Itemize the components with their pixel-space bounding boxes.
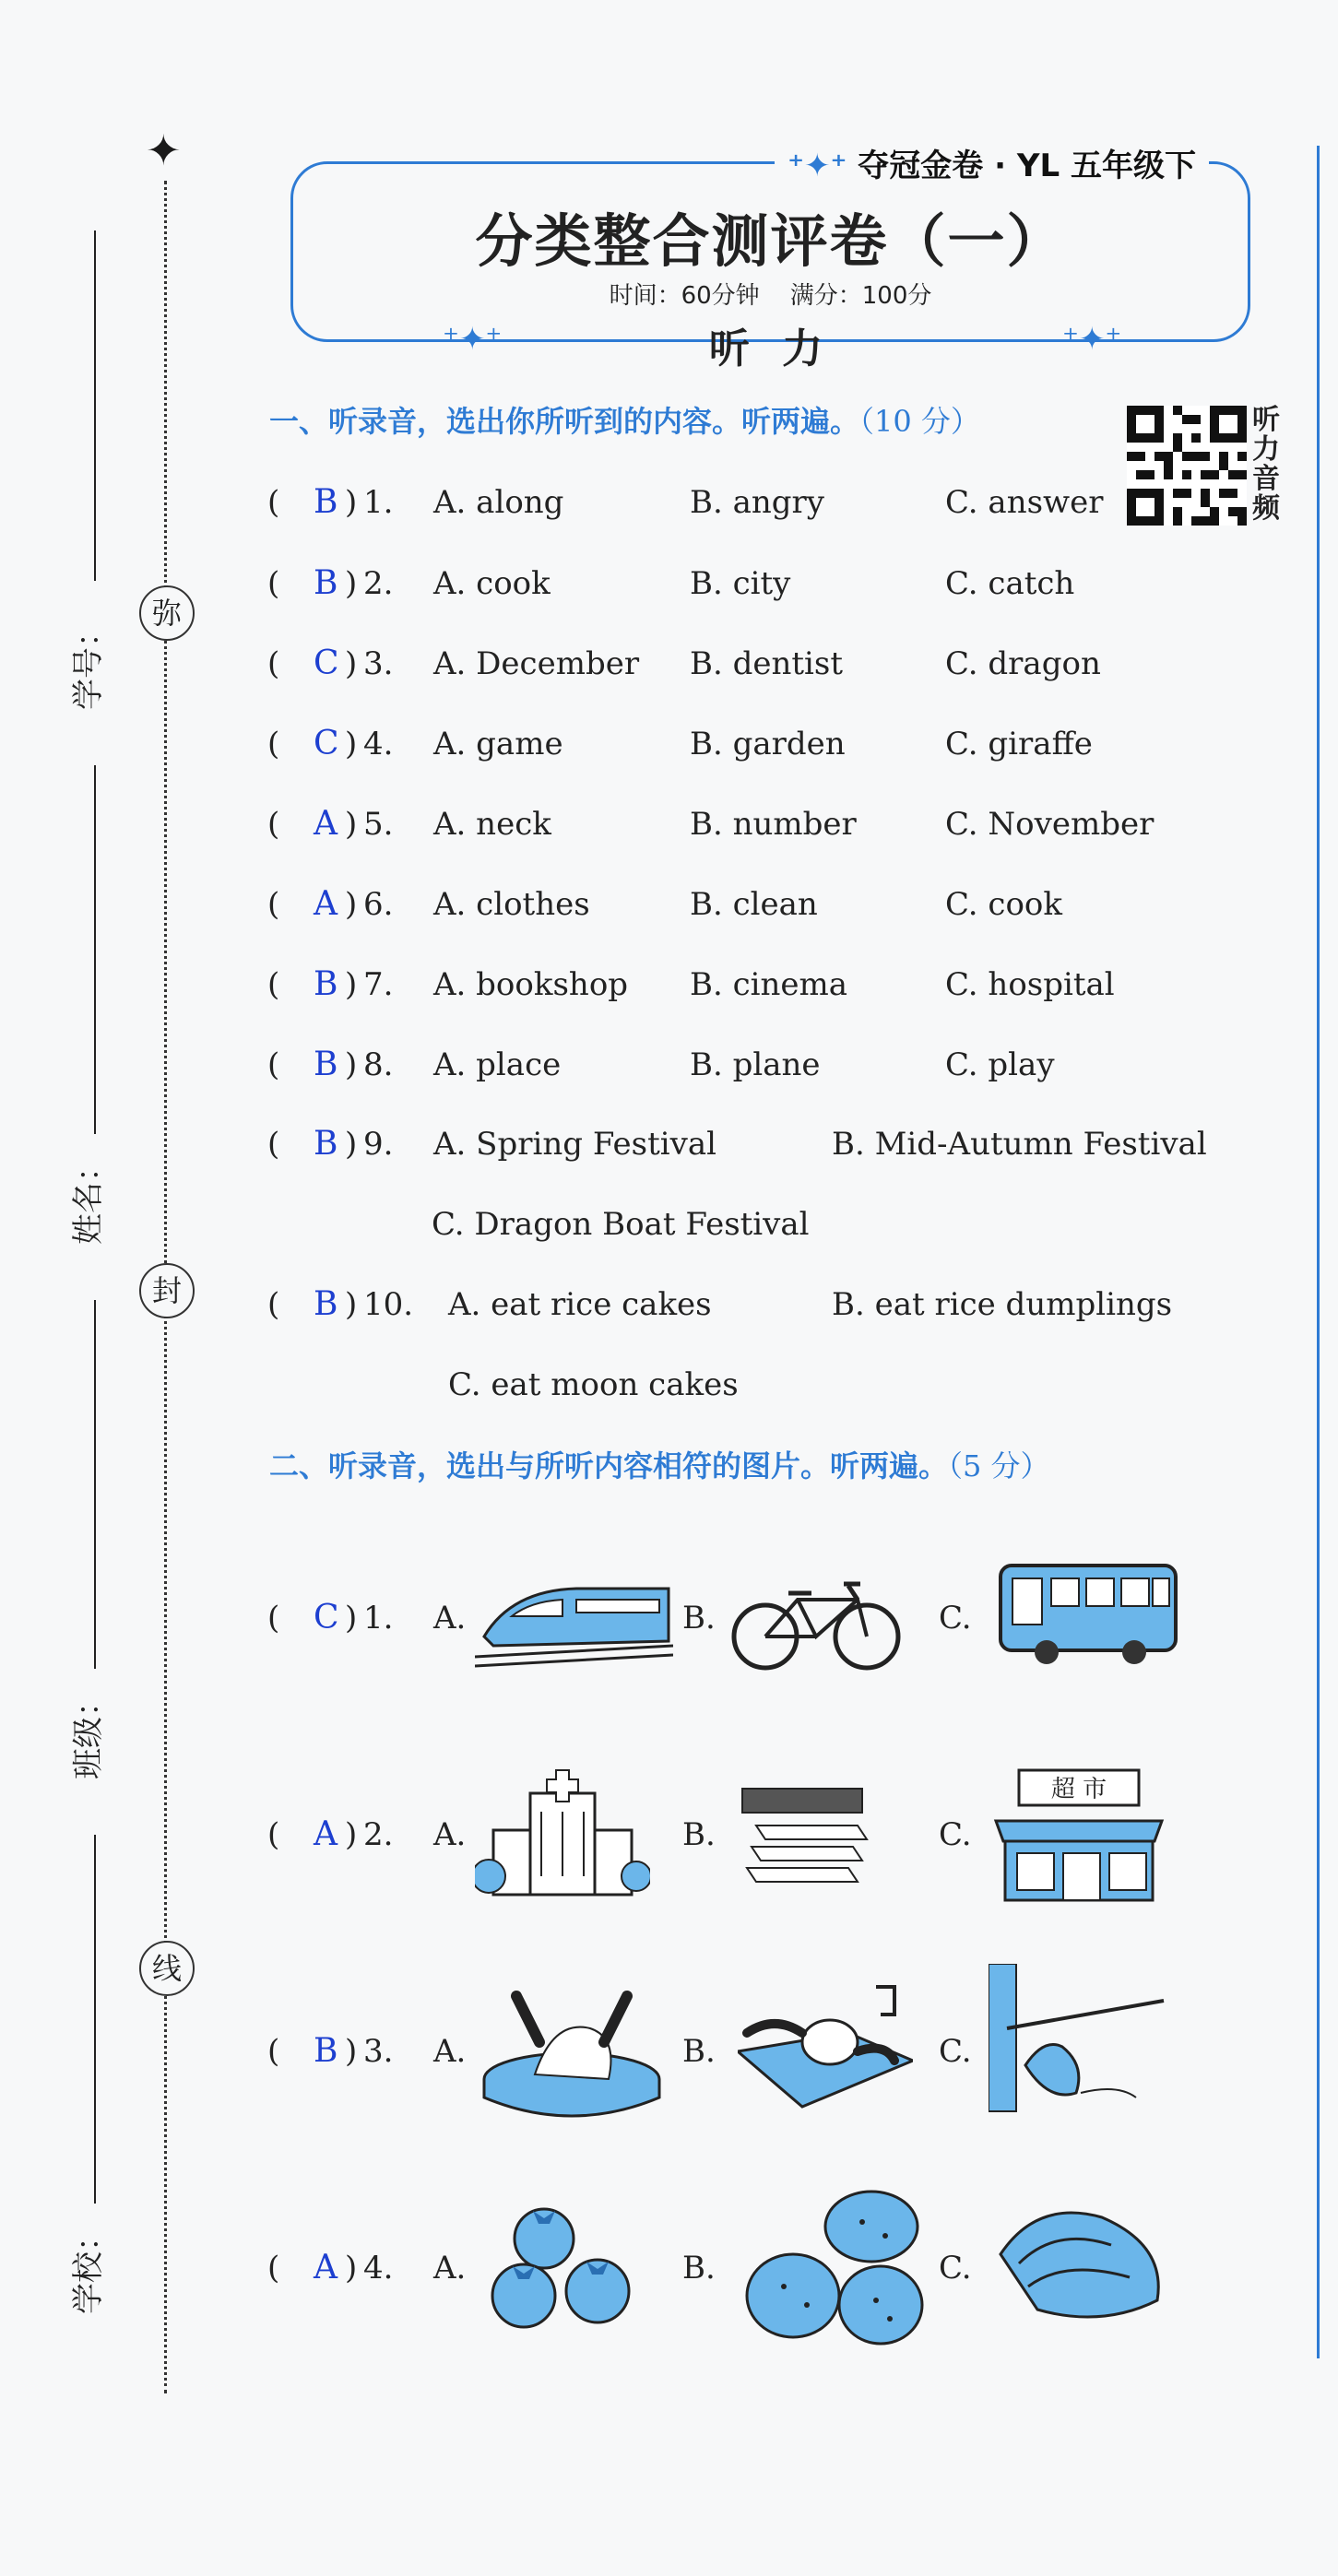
- answer-mark: B: [314, 2032, 338, 2070]
- school-label: 学校：: [70, 2220, 107, 2314]
- question-number: 9.: [363, 1126, 394, 1163]
- question-number: 4.: [363, 2250, 394, 2286]
- part1-question-2: ( B ) 2. A. cook B. city C. catch: [267, 556, 1171, 611]
- question-number: 1.: [363, 484, 394, 521]
- part2-score: （5 分）: [948, 1448, 1050, 1483]
- tomatoes-icon[interactable]: [489, 2204, 636, 2333]
- page-title: 分类整合测评卷（一）: [475, 207, 1066, 275]
- part2-question-2: ( A ) 2. A. B. C.: [267, 1807, 1190, 1862]
- name-line[interactable]: [94, 765, 96, 1134]
- sparkle-icon: ⁺✦⁺: [443, 321, 503, 358]
- option-c[interactable]: C. catch: [945, 565, 1075, 602]
- option-b[interactable]: B. dentist: [690, 645, 844, 682]
- student-id-line[interactable]: [94, 230, 96, 581]
- answer-mark: C: [314, 725, 339, 762]
- option-b[interactable]: B. plane: [690, 1046, 821, 1083]
- answer-mark: A: [314, 885, 337, 923]
- question-number: 1.: [363, 1600, 394, 1637]
- option-c[interactable]: C. dragon: [945, 645, 1101, 682]
- option-b[interactable]: B. city: [690, 565, 791, 602]
- option-b-label[interactable]: B.: [682, 1600, 716, 1637]
- option-b[interactable]: B. cinema: [690, 966, 848, 1003]
- time-limit: 时间：60分钟: [609, 282, 760, 310]
- option-c-label[interactable]: C.: [939, 2033, 972, 2070]
- option-c[interactable]: C. eat moon cakes: [448, 1366, 739, 1403]
- question-number: 2.: [363, 565, 394, 602]
- option-c[interactable]: C. Dragon Boat Festival: [432, 1206, 810, 1243]
- option-c[interactable]: C. cook: [945, 886, 1063, 923]
- option-a-label[interactable]: A.: [433, 1816, 467, 1853]
- option-c[interactable]: C. play: [945, 1046, 1055, 1083]
- star-icon: ✦: [146, 125, 182, 175]
- supermarket-icon[interactable]: [991, 1766, 1166, 1904]
- question-number: 4.: [363, 726, 394, 762]
- supermarket-sign-text: 超 市: [1050, 1776, 1107, 1803]
- seal-mi: 弥: [139, 585, 195, 641]
- option-b[interactable]: B. garden: [690, 726, 846, 762]
- question-number: 6.: [363, 886, 394, 923]
- sparkle-icon: ⁺✦⁺: [787, 148, 858, 184]
- washing-dishes-icon[interactable]: [738, 1978, 913, 2116]
- part1-score: （10 分）: [859, 404, 980, 439]
- answer-mark: B: [314, 1125, 338, 1163]
- option-b-label[interactable]: B.: [682, 1816, 716, 1853]
- mopping-floor-icon[interactable]: [989, 1964, 1173, 2121]
- option-a[interactable]: A. neck: [433, 806, 551, 843]
- series-tag: [775, 140, 1209, 185]
- class-label: 班级：: [70, 1685, 107, 1779]
- option-a-label[interactable]: A.: [433, 2033, 467, 2070]
- question-number: 3.: [363, 645, 394, 682]
- answer-mark: B: [314, 1046, 338, 1083]
- hospital-building-icon[interactable]: [475, 1766, 650, 1904]
- part1-question-10-option-c-row: [448, 1357, 909, 1412]
- full-score: 满分：100分: [789, 282, 932, 310]
- option-a[interactable]: A. place: [433, 1046, 562, 1083]
- potatoes-icon[interactable]: [742, 2185, 927, 2351]
- option-b-label[interactable]: B.: [682, 2033, 716, 2070]
- option-c[interactable]: C. giraffe: [945, 726, 1093, 762]
- part1-question-6: ( A ) 6. A. clothes B. clean C. cook: [267, 877, 1171, 932]
- option-a[interactable]: A. December: [433, 645, 640, 682]
- student-id-label: 学号：: [70, 616, 107, 710]
- high-speed-train-icon[interactable]: [475, 1572, 673, 1673]
- qr-audio-label: 听力音频: [1252, 404, 1280, 525]
- part1-question-4: ( C ) 4. A. game B. garden C. giraffe: [267, 716, 1171, 772]
- option-a[interactable]: A. clothes: [433, 886, 590, 923]
- bicycle-icon[interactable]: [728, 1567, 904, 1673]
- question-number: 3.: [363, 2033, 394, 2070]
- part2-title: [269, 1443, 1050, 1485]
- option-c-label[interactable]: C.: [939, 1816, 972, 1853]
- question-number: 5.: [363, 806, 394, 843]
- option-c[interactable]: C. November: [945, 806, 1154, 843]
- option-c-label[interactable]: C.: [939, 2250, 972, 2286]
- cinema-seats-icon[interactable]: [738, 1784, 876, 1895]
- part1-question-9-option-c-row: [432, 1197, 893, 1252]
- option-c[interactable]: C. hospital: [945, 966, 1115, 1003]
- answer-mark: A: [314, 1815, 337, 1853]
- part2-question-1: ( C ) 1. A. B. C.: [267, 1590, 1190, 1646]
- option-b[interactable]: B. eat rice dumplings: [832, 1286, 1173, 1323]
- part1-question-7: ( B ) 7. A. bookshop B. cinema C. hospital: [267, 957, 1171, 1012]
- option-a[interactable]: A. game: [433, 726, 563, 762]
- part2-instruction: 二、听录音，选出与所听内容相符的图片。听两遍。: [269, 1448, 949, 1483]
- option-b[interactable]: B. number: [690, 806, 857, 843]
- part1-instruction: 一、听录音，选出你所听到的内容。听两遍。: [269, 404, 860, 439]
- part1-question-10: ( B ) 10. A. eat rice cakes B. eat rice dumplings: [267, 1277, 1236, 1332]
- part1-question-9: ( B ) 9. A. Spring Festival B. Mid-Autumn Festival: [267, 1117, 1236, 1172]
- question-number: 10.: [363, 1286, 414, 1323]
- washing-clothes-icon[interactable]: [480, 1978, 664, 2125]
- option-a-label[interactable]: A.: [433, 2250, 467, 2286]
- answer-mark: B: [314, 483, 338, 521]
- part2-question-3: ( B ) 3. A. B. C.: [267, 2024, 1190, 2079]
- series-text: 夺冠金卷 · YL 五年级下: [858, 148, 1196, 184]
- question-number: 8.: [363, 1046, 394, 1083]
- question-number: 7.: [363, 966, 394, 1003]
- option-a[interactable]: A. bookshop: [433, 966, 629, 1003]
- option-b[interactable]: B. angry: [690, 484, 824, 521]
- right-border-rule: [1317, 146, 1320, 2358]
- seal-feng: 封: [139, 1263, 195, 1318]
- answer-mark: B: [314, 1285, 338, 1323]
- part1-title: [269, 398, 980, 441]
- option-b[interactable]: B. Mid-Autumn Festival: [832, 1126, 1207, 1163]
- answer-mark: A: [314, 805, 337, 843]
- meat-icon[interactable]: [991, 2199, 1176, 2328]
- option-b[interactable]: B. clean: [690, 886, 818, 923]
- school-line[interactable]: [94, 1835, 96, 2204]
- section-heading: 听 力: [708, 325, 833, 372]
- seal-xian: 线: [139, 1941, 195, 1996]
- answer-mark: C: [314, 1599, 339, 1637]
- name-label: 姓名：: [70, 1151, 107, 1245]
- sparkle-icon: ⁺✦⁺: [1062, 321, 1122, 358]
- answer-mark: B: [314, 965, 338, 1003]
- option-a[interactable]: A. eat rice cakes: [448, 1286, 712, 1323]
- class-line[interactable]: [94, 1300, 96, 1669]
- part1-question-5: ( A ) 5. A. neck B. number C. November: [267, 797, 1171, 852]
- answer-mark: B: [314, 564, 338, 602]
- answer-mark: C: [314, 644, 339, 682]
- option-c-label[interactable]: C.: [939, 1600, 972, 1637]
- question-number: 2.: [363, 1816, 394, 1853]
- option-b-label[interactable]: B.: [682, 2250, 716, 2286]
- part1-question-3: ( C ) 3. A. December B. dentist C. dragon: [267, 636, 1171, 691]
- part2-question-4: ( A ) 4. A. B. C.: [267, 2240, 1190, 2296]
- time-score-info: [290, 277, 1250, 311]
- option-a[interactable]: A. along: [433, 484, 564, 521]
- answer-mark: A: [314, 2249, 337, 2286]
- option-c[interactable]: C. answer: [945, 484, 1104, 521]
- part1-question-8: ( B ) 8. A. place B. plane C. play: [267, 1037, 1171, 1093]
- bus-icon[interactable]: [996, 1558, 1180, 1669]
- option-a[interactable]: A. cook: [433, 565, 551, 602]
- part1-question-1: ( B ) 1. A. along B. angry C. answer: [267, 475, 1171, 530]
- option-a[interactable]: A. Spring Festival: [433, 1126, 717, 1163]
- option-a-label[interactable]: A.: [433, 1600, 467, 1637]
